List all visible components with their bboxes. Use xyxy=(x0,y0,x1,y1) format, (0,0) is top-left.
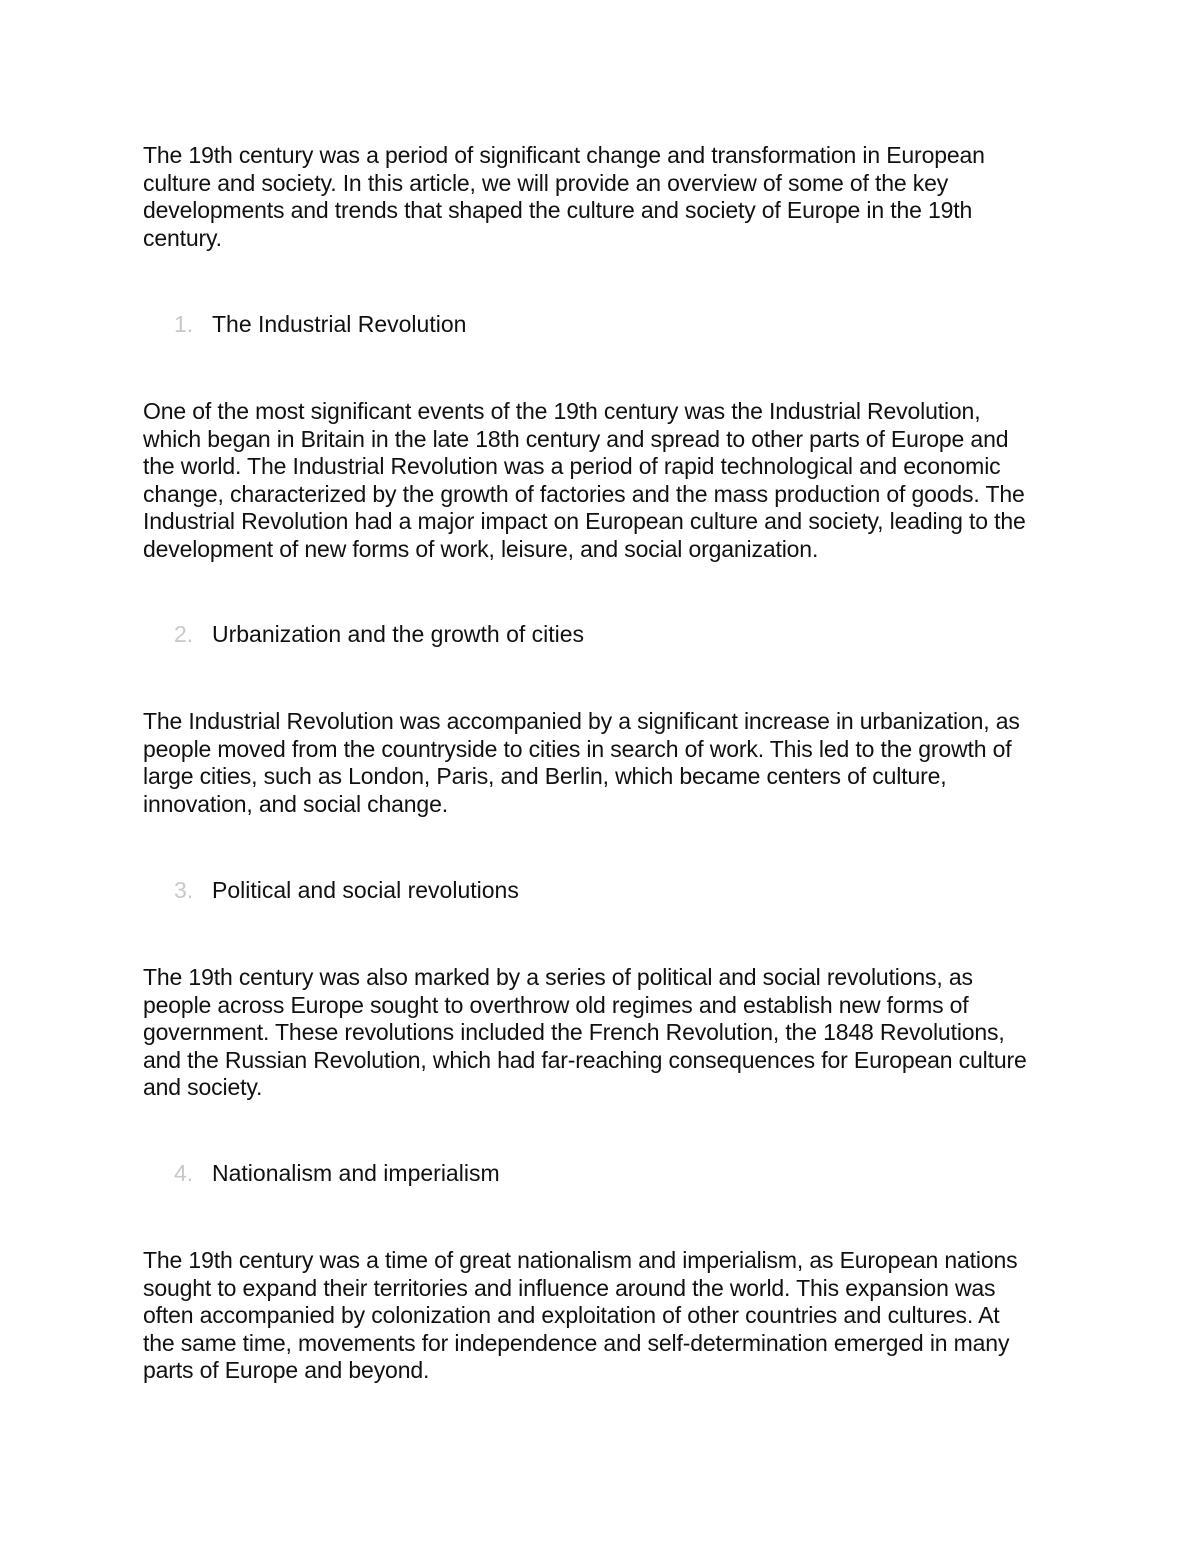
section-title: Urbanization and the growth of cities xyxy=(212,621,585,647)
section-title: Nationalism and imperialism xyxy=(212,1160,500,1186)
intro-paragraph: The 19th century was a period of significant change and transformation in European culture and society. In this article, we will provide an overview of some of the key developments and trends that shaped the culture and society of Europe in the 19th century. xyxy=(143,142,985,251)
section-title: The Industrial Revolution xyxy=(212,311,467,337)
section-number: 2. xyxy=(174,621,194,647)
section-heading-1 xyxy=(174,311,466,339)
section-number: 4. xyxy=(174,1160,194,1186)
section-heading-3 xyxy=(174,877,519,905)
section-heading-2 xyxy=(174,621,584,649)
section-number: 1. xyxy=(174,311,194,337)
section-title: Political and social revolutions xyxy=(212,877,519,903)
section-body-4: The 19th century was a time of great nationalism and imperialism, as European nations sought to expand their territories and influence around the world. This expansion was often accompanied by colonization and exploitation of other countries and cultures. At the same time, movements for independence and self-determination emerged in many parts of Europe and beyond. xyxy=(143,1247,1018,1383)
section-number: 3. xyxy=(174,877,194,903)
section-heading-4 xyxy=(174,1160,500,1188)
section-body-3: The 19th century was also marked by a series of political and social revolutions, as people across Europe sought to overthrow old regimes and establish new forms of government. These revolutions included the French Revolution, the 1848 Revolutions, and the Russian Revolution, which had far-reaching consequences for European culture and society. xyxy=(143,964,1027,1100)
section-body-1: One of the most significant events of the 19th century was the Industrial Revolution, which began in Britain in the late 18th century and spread to other parts of Europe and the world. The Industrial Revolution was a period of rapid technological and economic change, characterized by the growth of factories and the mass production of goods. The Industrial Revolution had a major impact on European culture and society, leading to the development of new forms of work, leisure, and social organization. xyxy=(143,398,1026,562)
section-body-2: The Industrial Revolution was accompanied by a significant increase in urbanization, as people moved from the countryside to cities in search of work. This led to the growth of large cities, such as London, Paris, and Berlin, which became centers of culture, innovation, and social change. xyxy=(143,708,1020,817)
